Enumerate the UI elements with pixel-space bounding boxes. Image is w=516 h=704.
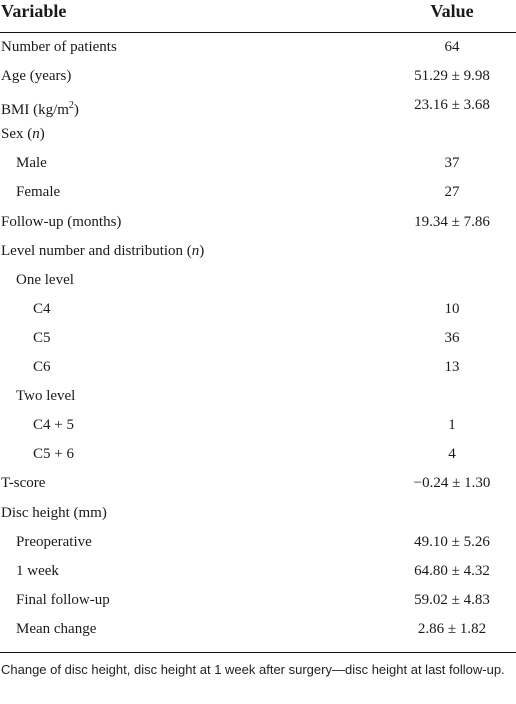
row-label-superscript: 2 bbox=[68, 100, 74, 112]
header-variable: Variable bbox=[1, 1, 67, 21]
table-row bbox=[0, 469, 516, 498]
row-value: 36 bbox=[444, 329, 460, 346]
table-row bbox=[0, 382, 516, 411]
row-label-text: C5 bbox=[33, 329, 51, 346]
row-label-text: Preoperative bbox=[16, 533, 92, 550]
row-value: 1 bbox=[448, 417, 456, 434]
table-row bbox=[0, 91, 516, 120]
row-label-text: Number of patients bbox=[1, 39, 117, 55]
row-label-tail: ) bbox=[73, 102, 79, 119]
row-label-text: Mean change bbox=[16, 620, 97, 637]
row-label-text: BMI (kg/m bbox=[1, 102, 69, 119]
table-row bbox=[0, 237, 516, 266]
table-row bbox=[0, 120, 516, 149]
row-label bbox=[16, 382, 75, 411]
table-bottom-rule bbox=[0, 652, 516, 653]
row-label bbox=[1, 208, 121, 237]
row-label bbox=[33, 295, 51, 324]
table-row bbox=[0, 33, 516, 62]
table-row bbox=[0, 528, 516, 557]
table-row bbox=[0, 440, 516, 469]
row-label-text: C4 bbox=[33, 300, 51, 317]
row-label-text: Female bbox=[16, 184, 61, 201]
row-value: 37 bbox=[444, 155, 460, 172]
row-label bbox=[16, 615, 96, 644]
row-label bbox=[1, 33, 117, 62]
row-label-text: Male bbox=[16, 155, 47, 172]
row-label-text: T-score bbox=[1, 475, 46, 492]
row-label bbox=[1, 499, 107, 528]
row-label-text: Final follow-up bbox=[16, 591, 110, 608]
row-value: 19.34 ± 7.86 bbox=[414, 213, 490, 230]
row-label bbox=[33, 411, 74, 440]
row-label-italic: n bbox=[191, 242, 200, 259]
table-row bbox=[0, 411, 516, 440]
row-label bbox=[1, 62, 71, 91]
row-label bbox=[1, 469, 45, 498]
row-label-tail: ) bbox=[199, 242, 205, 259]
row-value: 23.16 ± 3.68 bbox=[414, 97, 490, 114]
row-value: 59.02 ± 4.83 bbox=[414, 591, 490, 608]
row-value: 2.86 ± 1.82 bbox=[417, 620, 487, 637]
row-label-tail: ) bbox=[39, 126, 45, 143]
row-label-text: 1 week bbox=[16, 562, 59, 579]
row-label-text: Two level bbox=[16, 388, 76, 405]
row-label bbox=[33, 324, 51, 353]
table-header bbox=[0, 0, 516, 33]
table-row bbox=[0, 208, 516, 237]
row-label bbox=[33, 353, 51, 382]
table-row bbox=[0, 295, 516, 324]
row-value: 64.80 ± 4.32 bbox=[414, 562, 490, 579]
table-footnote: Change of disc height, disc height at 1 week after surgery—disc height at last follow-up. bbox=[1, 662, 505, 677]
table-row bbox=[0, 149, 516, 178]
row-label-text: C4 + 5 bbox=[33, 417, 74, 434]
table-row bbox=[0, 353, 516, 382]
row-value: 51.29 ± 9.98 bbox=[414, 68, 490, 85]
row-value: 10 bbox=[444, 300, 460, 317]
table-row bbox=[0, 324, 516, 353]
row-value: 27 bbox=[444, 184, 460, 201]
row-value: 13 bbox=[444, 359, 460, 376]
row-label-italic: n bbox=[32, 126, 40, 143]
row-value: 49.10 ± 5.26 bbox=[414, 533, 490, 550]
row-label bbox=[16, 149, 47, 178]
row-label-text: Level number and distribution ( bbox=[1, 242, 192, 259]
row-value: 4 bbox=[448, 446, 456, 463]
table-row bbox=[0, 178, 516, 207]
row-value: 64 bbox=[444, 39, 460, 55]
row-label-text: C5 + 6 bbox=[33, 446, 74, 463]
row-label bbox=[16, 266, 74, 295]
row-label bbox=[16, 586, 110, 615]
row-label bbox=[1, 120, 45, 149]
row-label-text: One level bbox=[16, 271, 74, 288]
row-label-text: Follow-up (months) bbox=[1, 213, 122, 230]
row-label bbox=[1, 237, 204, 266]
row-label bbox=[16, 557, 59, 586]
row-label bbox=[33, 440, 74, 469]
table-row bbox=[0, 586, 516, 615]
table-row bbox=[0, 615, 516, 644]
table-row bbox=[0, 499, 516, 528]
table-row bbox=[0, 557, 516, 586]
table-row bbox=[0, 266, 516, 295]
table-row bbox=[0, 62, 516, 91]
row-label bbox=[16, 178, 60, 207]
row-label-text: Sex ( bbox=[1, 126, 33, 143]
header-value: Value bbox=[430, 1, 474, 21]
row-value: −0.24 ± 1.30 bbox=[413, 475, 491, 492]
table-body bbox=[0, 33, 516, 644]
row-label-text: Disc height (mm) bbox=[1, 504, 107, 521]
row-label-text: C6 bbox=[33, 359, 51, 376]
row-label-text: Age (years) bbox=[1, 68, 72, 85]
row-label bbox=[16, 528, 92, 557]
